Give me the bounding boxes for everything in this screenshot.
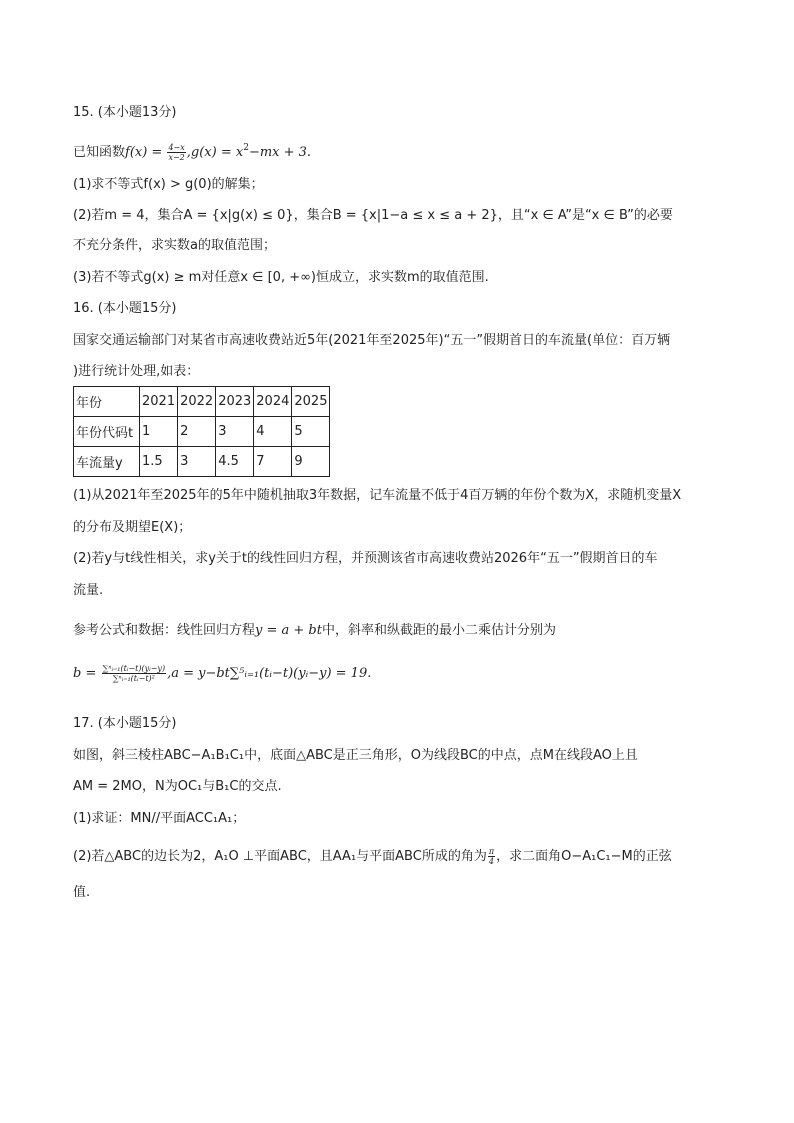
- q16-header: 16. (本小题15分): [73, 301, 177, 316]
- q15-g-exponent: 2: [243, 143, 249, 153]
- table-cell: 4: [254, 417, 292, 447]
- q15-stem-pre: 已知函数: [73, 145, 126, 160]
- q16-part1-line2: 的分布及期望E(X)；: [73, 520, 192, 535]
- q15-f-label: f(x) =: [125, 145, 163, 160]
- table-cell: 3: [178, 447, 216, 477]
- q17-angle-fraction: [488, 847, 495, 866]
- table-cell: 3: [216, 417, 254, 447]
- q15-f-fraction: [167, 143, 185, 162]
- q17-intro-line1: 如图，斜三棱柱ABC−A₁B₁C₁中，底面△ABC是正三角形，O为线段BC的中点，点M在线段AO上且: [73, 748, 638, 763]
- table-cell: 年份代码t: [74, 417, 140, 447]
- q16-formula-b: b =: [73, 666, 97, 681]
- q17-part1: (1)求证：MN//平面ACC₁A₁；: [73, 811, 246, 826]
- q15-part2-line1: (2)若m = 4，集合A = {x|g(x) ≤ 0}，集合B = {x|1−a ≤ x ≤ a + 2}，且“x ∈ A”是“x ∈ B”的必要: [73, 208, 673, 223]
- q17-angle-denominator: 4: [488, 857, 494, 866]
- q16-part2-line1: (2)若y与t线性相关，求y关于t的线性回归方程，并预测该省市高速收费站2026年“五一”假期首日的车: [73, 551, 658, 566]
- q15-part3: (3)若不等式g(x) ≥ m对任意x ∈ [0, +∞)恒成立，求实数m的取值范围.: [73, 270, 489, 285]
- q16-formula-fraction: [102, 664, 167, 683]
- q16-intro-line1: 国家交通运输部门对某省市高速收费站近5年(2021年至2025年)“五一”假期首日的车流量(单位：百万辆: [73, 333, 671, 348]
- table-cell: 4.5: [216, 447, 254, 477]
- table-cell: 年份: [74, 387, 140, 417]
- q17-part2-post: ，求二面角O−A₁C₁−M的正弦: [496, 849, 672, 864]
- table-row: [74, 417, 330, 447]
- table-cell: 2023: [216, 387, 254, 417]
- q17-part2-line1: [73, 847, 672, 866]
- q16-formula: [73, 664, 371, 683]
- table-row: [74, 447, 330, 477]
- q16-part2-line2: 流量.: [73, 583, 104, 598]
- table-cell: 2025: [292, 387, 330, 417]
- q16-reference-post: 中，斜率和纵截距的最小二乘估计分别为: [321, 623, 556, 638]
- table-cell: 7: [254, 447, 292, 477]
- q17-header: 17. (本小题15分): [73, 716, 177, 731]
- q15-g-label: ,g(x) = x: [186, 145, 244, 160]
- q16-formula-numerator: ∑ⁿᵢ₌₁(tᵢ−t)(yᵢ−y): [102, 664, 166, 673]
- q16-formula-denominator: ∑ⁿᵢ₌₁(tᵢ−t)²: [112, 674, 155, 683]
- q17-intro-line2: AM = 2MO，N为OC₁与B₁C的交点.: [73, 779, 282, 794]
- table-cell: 车流量y: [74, 447, 140, 477]
- q16-formula-sum: ∑⁵ᵢ₌₁(tᵢ−t)(yᵢ−y) = 19.: [229, 666, 372, 681]
- q15-part1: (1)求不等式f(x) > g(0)的解集；: [73, 177, 264, 192]
- q15-g-rest: −mx + 3.: [248, 145, 312, 160]
- table-cell: 2022: [178, 387, 216, 417]
- q17-part2-pre: (2)若△ABC的边长为2，A₁O ⊥平面ABC，且AA₁与平面ABC所成的角为: [73, 849, 487, 864]
- table-cell: 9: [292, 447, 330, 477]
- table-cell: 2: [178, 417, 216, 447]
- q17-part2-line2: 值.: [73, 885, 91, 900]
- table-cell: 1.5: [140, 447, 178, 477]
- q16-part1-line1: (1)从2021年至2025年的5年中随机抽取3年数据，记车流量不低于4百万辆的年份个数为X，求随机变量X: [73, 488, 682, 503]
- q16-intro-line2: )进行统计处理,如表：: [73, 364, 200, 379]
- q16-regression-equation: y = a + bt: [255, 623, 322, 638]
- q15-part2-line2: 不充分条件，求实数a的取值范围；: [73, 238, 276, 253]
- q16-data-table: [73, 386, 330, 477]
- table-cell: 2024: [254, 387, 292, 417]
- q17-angle-numerator: π: [488, 847, 495, 856]
- q15-header: 15. (本小题13分): [73, 105, 177, 120]
- q15-f-numerator: 4−x: [168, 143, 185, 152]
- table-cell: 2021: [140, 387, 178, 417]
- table-row: [74, 387, 330, 417]
- table-cell: 1: [140, 417, 178, 447]
- q16-reference-pre: 参考公式和数据：线性回归方程: [73, 623, 256, 638]
- table-cell: 5: [292, 417, 330, 447]
- q16-formula-a: ,a = y−bt: [167, 666, 230, 681]
- q16-reference: [73, 622, 556, 640]
- q15-stem: [73, 139, 311, 162]
- q15-f-denominator: x−2: [168, 153, 185, 162]
